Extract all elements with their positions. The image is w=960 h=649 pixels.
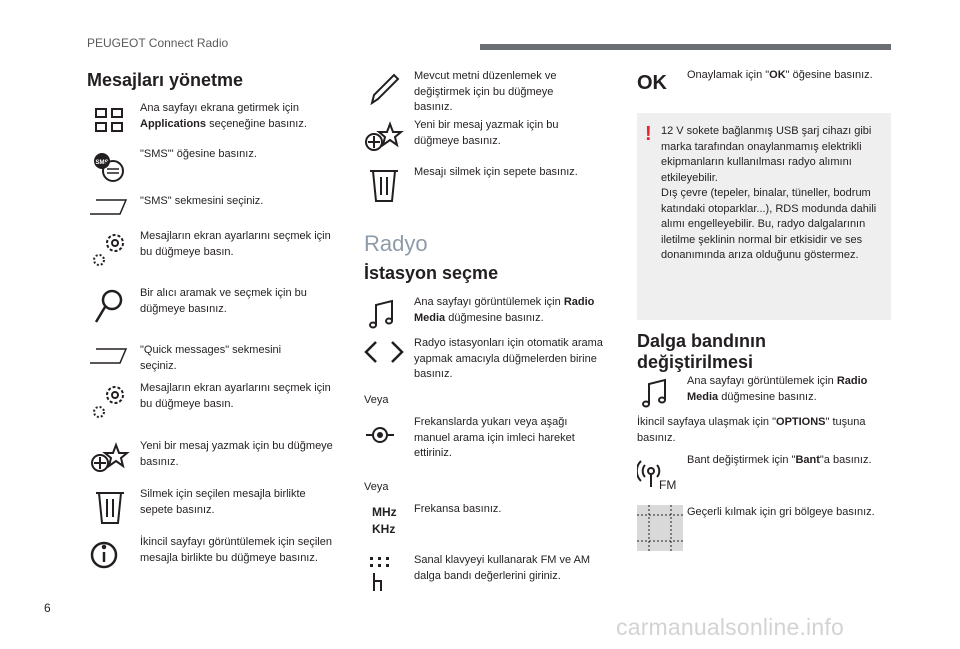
- watermark: carmanualsonline.info: [616, 614, 844, 640]
- grey-zone-icon: [637, 505, 683, 551]
- options-instruction: İkincil sayfaya ulaşmak için "OPTIONS" tuşuna basınız.: [637, 416, 866, 444]
- section-title-radio: Radyo: [364, 231, 428, 256]
- add-star-icon: [90, 439, 130, 479]
- warning-box: [637, 113, 891, 320]
- tab-shape-icon: [90, 343, 130, 383]
- search-icon: [90, 286, 130, 326]
- tab-shape-icon: [90, 194, 130, 234]
- section-heading-band: Dalga bandının değiştirilmesi: [637, 331, 767, 372]
- tuning-cursor-icon: [364, 415, 404, 455]
- header-bar: [480, 44, 891, 50]
- page-number: 6: [44, 601, 51, 615]
- music-note-icon: [637, 374, 677, 414]
- fm-label: FM: [659, 478, 677, 492]
- trash-icon: [90, 487, 130, 527]
- sms-badge: SMS: [95, 160, 109, 166]
- warning-text: 12 V sokete bağlanmış USB şarj cihazı gibi marka tarafından onaylanmamış elektrikli ekipmanların kullanılması radyo alımını etkileyebilir. Dış çevre (tepeler, binalar, tüneller, bodrum katındaki otoparklar...), RDS modunda dahili alımı engelleyebilir. Bu, radyo dalgalarının iletilme şeklinin normal bir etkisidir ve ses donanımında arıza olduğunu göstermez.: [661, 125, 877, 261]
- frequency-unit-icon: MHz KHz: [372, 505, 397, 536]
- add-star-icon: [364, 118, 404, 158]
- trash-icon: [364, 165, 404, 205]
- info-icon: [90, 535, 130, 575]
- chevron-left-right-icon: [364, 336, 404, 376]
- warning-icon: !: [645, 123, 652, 145]
- settings-gears-icon: [90, 381, 130, 421]
- section-heading-messages: Mesajları yönetme: [87, 70, 244, 90]
- sms-bubble-icon: [90, 147, 130, 187]
- music-note-icon: [364, 295, 404, 335]
- edit-pencil-icon: [364, 69, 404, 109]
- applications-grid-icon: [90, 101, 130, 141]
- keypad-hand-icon: [364, 553, 404, 593]
- or-label: Veya: [364, 481, 389, 493]
- section-heading-station: İstasyon seçme: [364, 263, 499, 283]
- or-label: Veya: [364, 394, 389, 406]
- settings-gears-icon: [90, 229, 130, 269]
- ok-icon: OK: [637, 72, 667, 94]
- header-title: PEUGEOT Connect Radio: [87, 36, 229, 50]
- fm-antenna-icon: [637, 453, 677, 493]
